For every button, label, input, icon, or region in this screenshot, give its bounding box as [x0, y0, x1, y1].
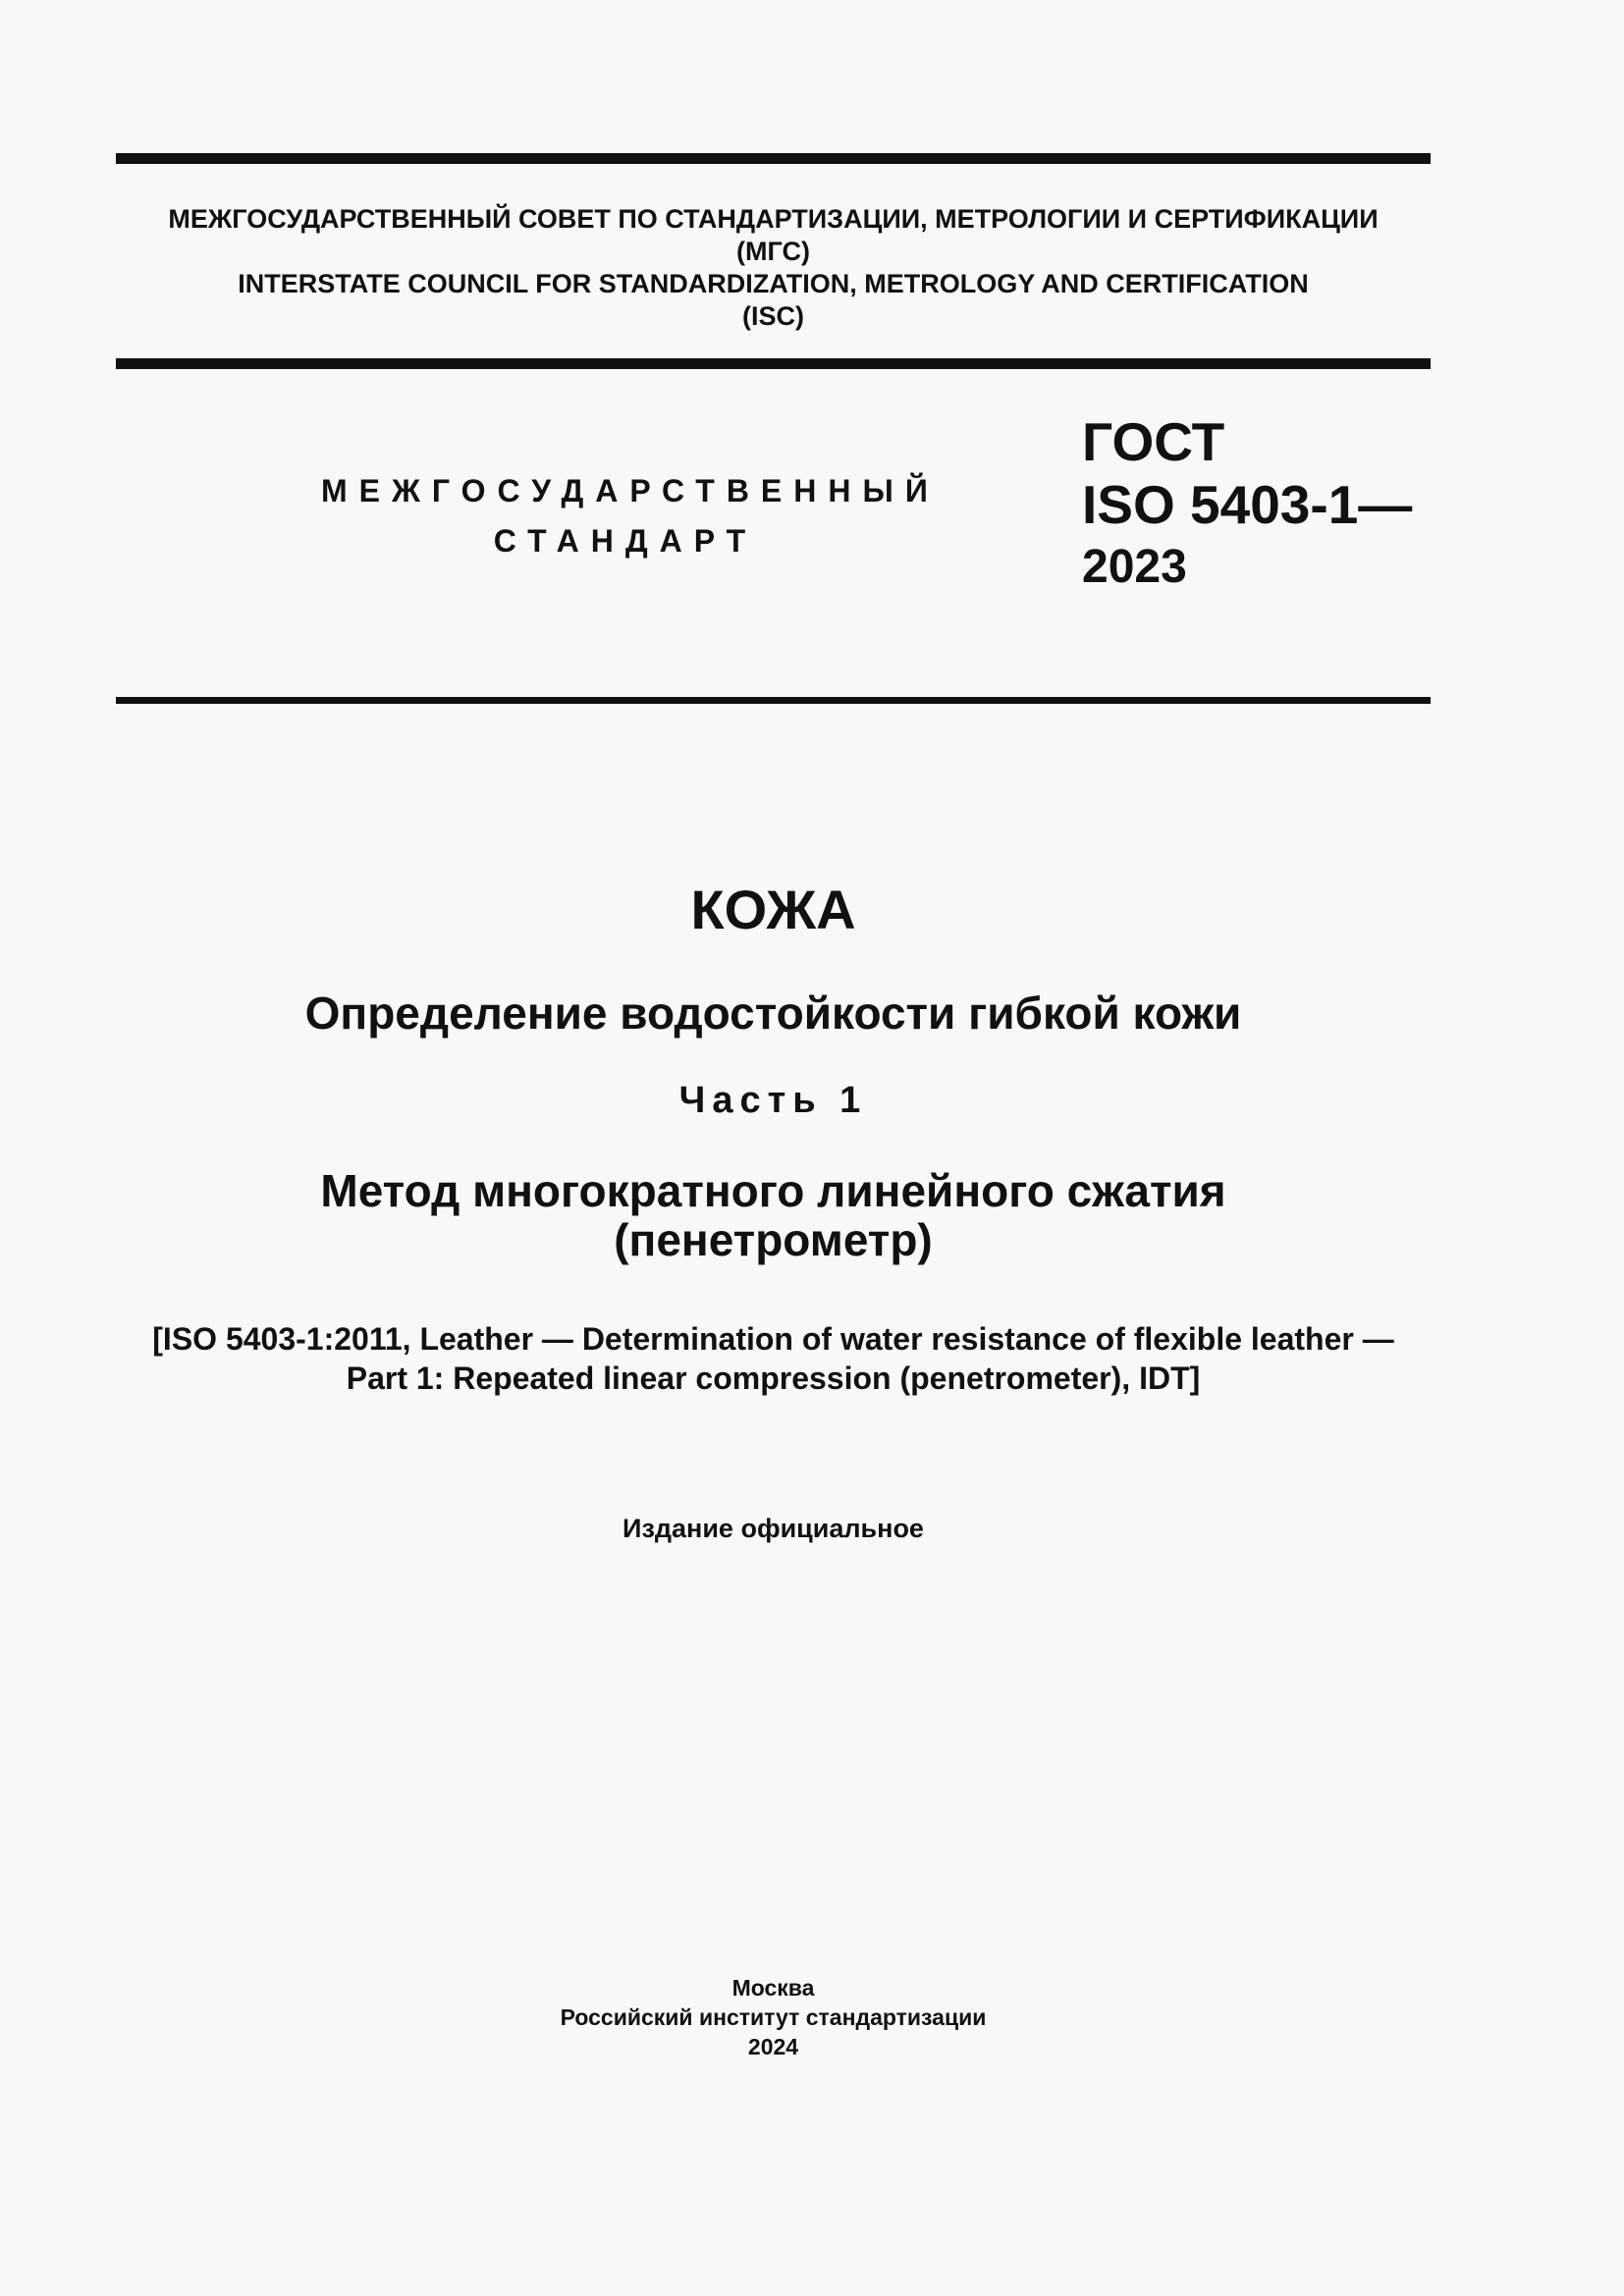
iso-reference-line1: [ISO 5403-1:2011, Leather — Determination of water resistance of flexible leather —	[152, 1321, 1394, 1357]
standard-type-line2: СТАНДАРТ	[493, 523, 758, 559]
publisher-year: 2024	[747, 2034, 799, 2059]
standard-designation	[1082, 410, 1412, 599]
document-title: КОЖА	[690, 879, 856, 940]
method-title-line2: (пенетрометр)	[614, 1214, 933, 1265]
council-abbr-en: (ISC)	[742, 301, 804, 331]
council-abbr-ru: (МГС)	[736, 237, 810, 266]
middle-rule	[116, 358, 1431, 369]
document-subtitle: Определение водостойкости гибкой кожи	[304, 988, 1242, 1039]
part-label: Часть 1	[678, 1080, 868, 1121]
iso-reference-line2: Part 1: Repeated linear compression (penetrometer), IDT]	[346, 1361, 1201, 1396]
council-name-en: INTERSTATE COUNCIL FOR STANDARDIZATION, METROLOGY AND CERTIFICATION	[238, 269, 1309, 298]
method-title-line1: Метод многократного линейного сжатия	[320, 1165, 1226, 1216]
top-rule	[116, 153, 1431, 164]
council-header	[116, 203, 1431, 333]
standard-type-line1: МЕЖГОСУДАРСТВЕННЫЙ	[321, 473, 940, 508]
designation-prefix: ГОСТ	[1082, 411, 1225, 472]
method-title	[116, 1166, 1431, 1264]
publisher-city: Москва	[731, 1975, 815, 2001]
iso-reference	[116, 1319, 1431, 1398]
council-name-ru: МЕЖГОСУДАРСТВЕННЫЙ СОВЕТ ПО СТАНДАРТИЗАЦИИ, МЕТРОЛОГИИ И СЕРТИФИКАЦИИ	[168, 204, 1379, 234]
lower-rule	[116, 697, 1431, 704]
publisher-institute: Российский институт стандартизации	[560, 2004, 987, 2030]
designation-year: 2023	[1082, 541, 1187, 593]
publisher-block	[116, 1973, 1431, 2061]
designation-number: ISO 5403-1—	[1082, 474, 1413, 535]
edition-label: Издание официальное	[623, 1514, 924, 1543]
